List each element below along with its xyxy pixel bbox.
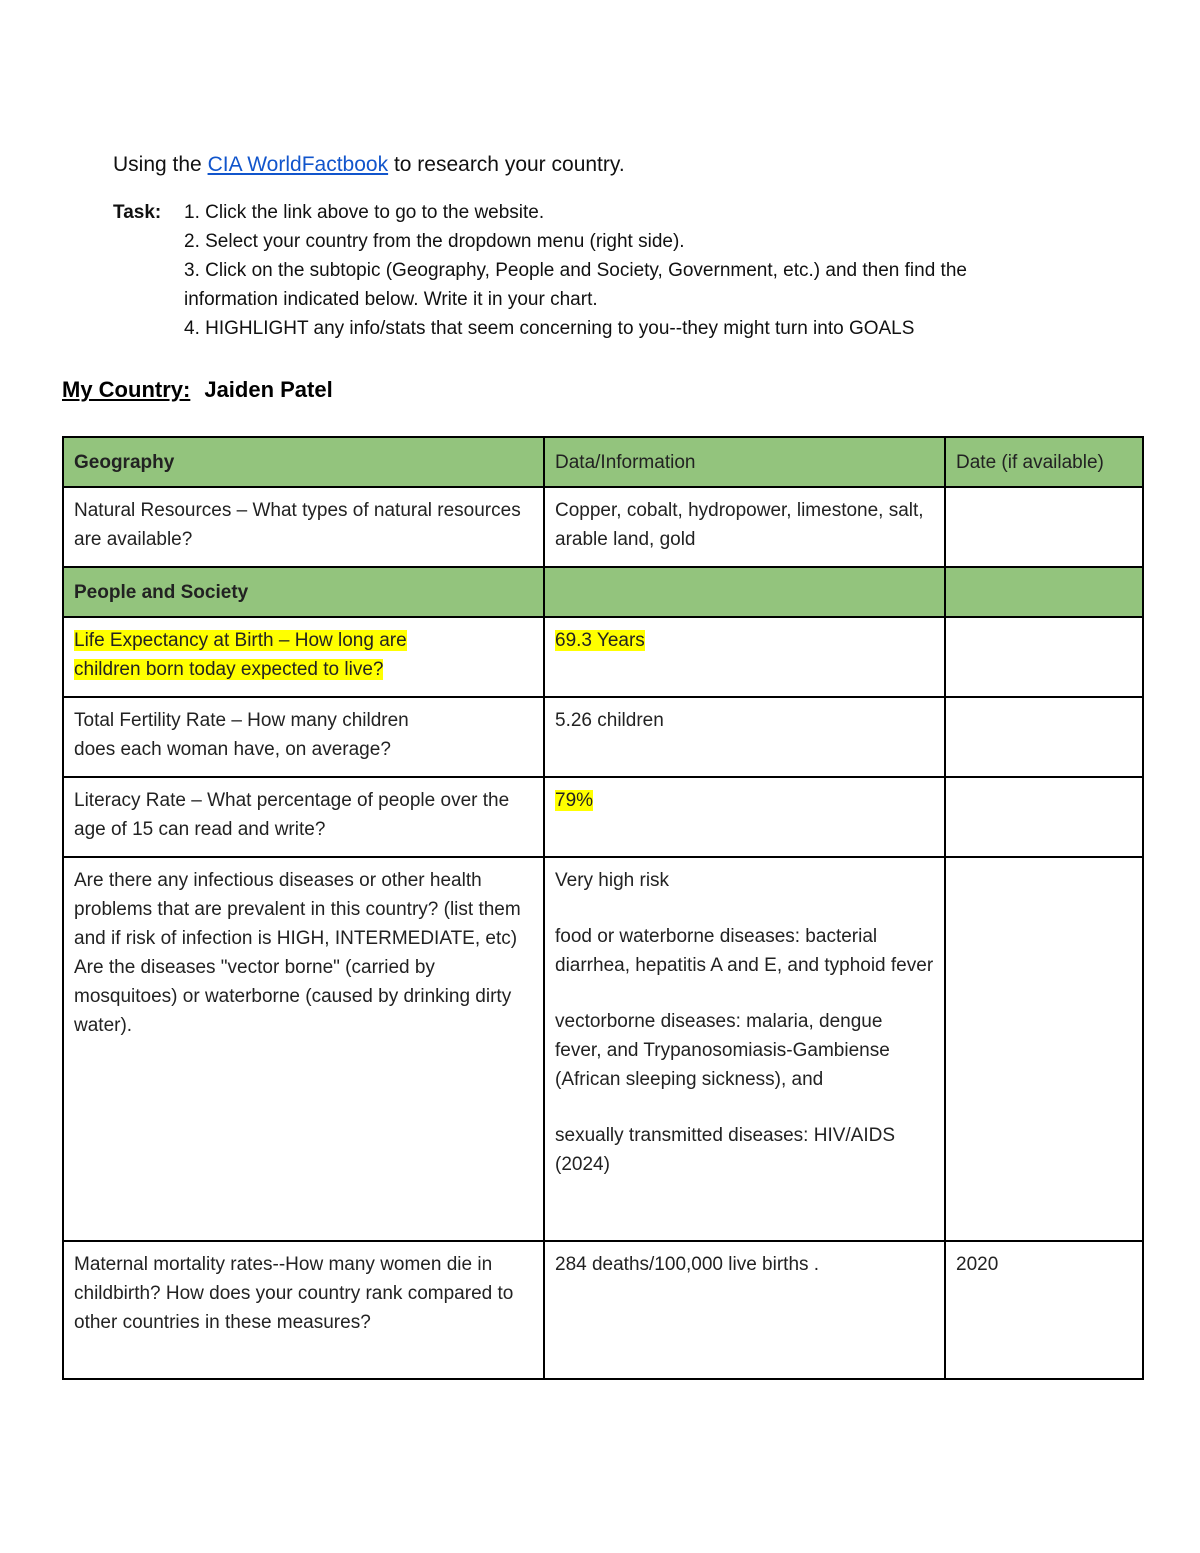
table-row: [63, 617, 1143, 697]
diseases-risk-level: Very high risk: [555, 870, 670, 891]
intro-suffix: to research your country.: [393, 153, 625, 176]
table-row: [63, 857, 1143, 1241]
highlighted-text: 79%: [555, 790, 594, 811]
task-label: Task:: [113, 202, 162, 223]
my-country: [62, 377, 333, 403]
life-expectancy-answer[interactable]: [544, 617, 945, 697]
task-step: 4. HIGHLIGHT any info/stats that seem concerning to you--they might turn into GOALS: [184, 318, 915, 339]
table-row: [63, 777, 1143, 857]
section-people-society: People and Society: [63, 567, 544, 617]
natural-resources-question: Natural Resources – What types of natural resources are available?: [63, 487, 544, 567]
header-date: Date (if available): [945, 437, 1143, 487]
cia-worldfactbook-link[interactable]: CIA WorldFactbook: [207, 153, 389, 176]
table-row: [63, 1241, 1143, 1379]
task-step: 3. Click on the subtopic (Geography, People and Society, Government, etc.) and then find the: [184, 260, 967, 281]
literacy-question: Literacy Rate – What percentage of people over the age of 15 can read and write?: [63, 777, 544, 857]
section-row: [63, 567, 1143, 617]
my-country-label: My Country:: [62, 377, 191, 402]
diseases-date[interactable]: [945, 857, 1143, 1241]
task-step: 1. Click the link above to go to the website.: [184, 202, 545, 223]
life-expectancy-date[interactable]: [945, 617, 1143, 697]
fertility-answer[interactable]: 5.26 children: [544, 697, 945, 777]
table-row: [63, 487, 1143, 567]
my-country-value: Jaiden Patel: [204, 377, 333, 402]
diseases-answer[interactable]: [544, 857, 945, 1241]
literacy-answer[interactable]: [544, 777, 945, 857]
table-row: [63, 697, 1143, 777]
task-steps: [184, 198, 1144, 343]
intro-prefix: Using the: [113, 153, 202, 176]
header-geography: Geography: [63, 437, 544, 487]
task-step: 2. Select your country from the dropdown menu (right side).: [184, 231, 685, 252]
task-step: information indicated below. Write it in your chart.: [184, 289, 598, 310]
highlighted-text: 69.3 Years: [555, 630, 645, 651]
fertility-question-line: does each woman have, on average?: [74, 739, 391, 760]
fertility-date[interactable]: [945, 697, 1143, 777]
natural-resources-date[interactable]: [945, 487, 1143, 567]
diseases-food-waterborne: food or waterborne diseases: bacterial diarrhea, hepatitis A and E, and typhoid fever: [555, 926, 934, 976]
header-data-information: Data/Information: [544, 437, 945, 487]
maternal-mortality-answer[interactable]: 284 deaths/100,000 live births .: [544, 1241, 945, 1379]
table-header-row: [63, 437, 1143, 487]
section-empty-cell: [544, 567, 945, 617]
fertility-question: [63, 697, 544, 777]
maternal-mortality-date[interactable]: 2020: [945, 1241, 1143, 1379]
fertility-question-line: Total Fertility Rate – How many children: [74, 710, 409, 731]
highlighted-text: Life Expectancy at Birth – How long are: [74, 630, 407, 651]
life-expectancy-question: [63, 617, 544, 697]
diseases-question: Are there any infectious diseases or other health problems that are prevalent in this country? (list them and if risk of infection is HIGH, INTERMEDIATE, etc) Are the diseases "vector borne" (carried by mosquitoes) or waterborne (caused by drinking dirty water).: [63, 857, 544, 1241]
literacy-date[interactable]: [945, 777, 1143, 857]
maternal-mortality-question: Maternal mortality rates--How many women die in childbirth? How does your country rank compared to other countries in these measures?: [63, 1241, 544, 1379]
natural-resources-answer[interactable]: Copper, cobalt, hydropower, limestone, salt, arable land, gold: [544, 487, 945, 567]
diseases-sexually-transmitted: sexually transmitted diseases: HIV/AIDS (2024): [555, 1125, 896, 1175]
diseases-vectorborne: vectorborne diseases: malaria, dengue fever, and Trypanosomiasis-Gambiense (African sleeping sickness), and: [555, 1011, 890, 1090]
highlighted-text: children born today expected to live?: [74, 659, 384, 680]
intro-line: [113, 153, 625, 177]
country-facts-table: [62, 436, 1144, 1380]
section-empty-cell: [945, 567, 1143, 617]
